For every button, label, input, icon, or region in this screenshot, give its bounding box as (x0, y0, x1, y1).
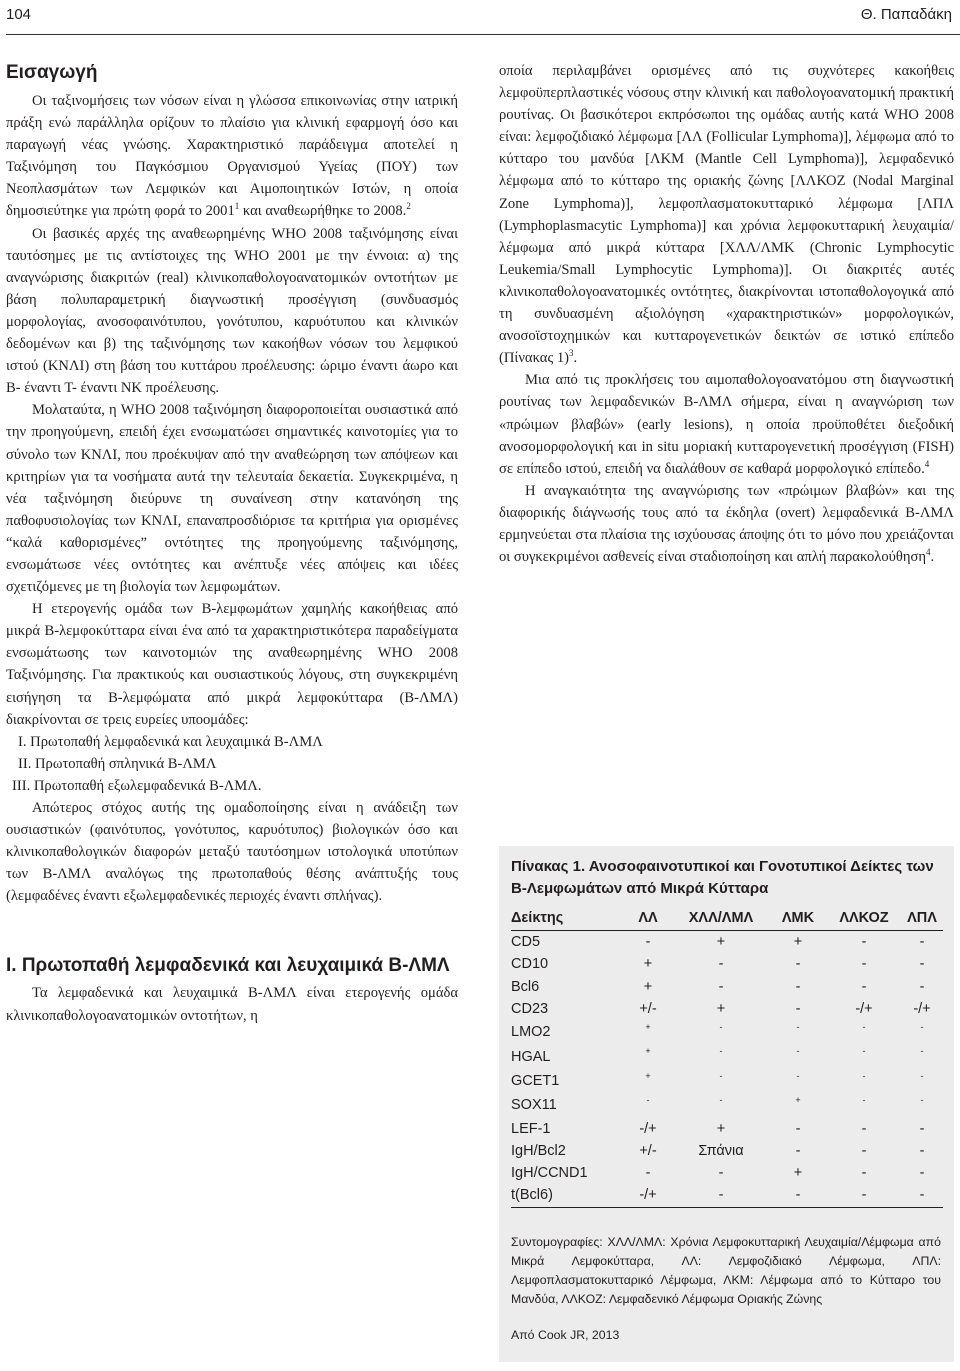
goal-paragraph: Απώτερος στόχος αυτής της ομαδοποίησης είναι η ανάδειξη των ουσιαστικών (φαινότυπος, γονότυπος, καρυότυπος) βιολογικών όσο και κλινικοπαθολογικών διαφορών μεταξύ ταυτόσημων ιστολογικά υποτύπων των Β-ΛΜΛ αναλόγως της πρωτοπαθούς θέσης ανάπτυξής τους (λεμφαδένες έναντι εξωλεμφαδενικές περιοχές έναντι σπλήνας). (6, 800, 458, 905)
section-paragraph: Τα λεμφαδενικά και λευχαιμικά Β-ΛΜΛ είναι ετερογενής ομάδα κλινικοπαθολογοανατομικών οντοτήτων, η (6, 985, 458, 1024)
marker-value-cell: - (719, 1046, 723, 1057)
table-caption-text: Ανοσοφαινοτυπικοί και Γονοτυπικοί Δείκτες των Β-Λεμφωμάτων από Μικρά Κύτταρα (511, 858, 934, 897)
marker-name-cell: CD10 (511, 956, 549, 973)
marker-value-cell: + (795, 1095, 801, 1106)
page-header (0, 0, 960, 40)
page-number: 104 (6, 6, 32, 23)
marker-value-cell: - (795, 956, 801, 973)
marker-name-cell: IgH/CCND1 (511, 1165, 588, 1182)
marker-value-cell: - (920, 1095, 924, 1106)
marker-value-cell: - (861, 1142, 867, 1159)
table-row (511, 931, 943, 954)
table-row (511, 1140, 943, 1162)
marker-value-cell: + (645, 1070, 651, 1081)
column-header: Δείκτης (511, 906, 623, 931)
heterogeneous-group-paragraph: Η ετερογενής ομάδα των Β-λεμφωμάτων χαμηλής κακοήθειας από μικρά Β-λεμφοκύτταρα είναι ένα από τα χαρακτηριστικότερα παραδείγματα ενσωμάτωσης των καινοτομιών της αναθεωρημένης WHO 2008 Ταξινόμησης. Για πρακτικούς και ουσιαστικούς λόγους, στη συγκεκριμένη εισήγηση τα Β-λεμφώματα από μικρά λεμφοκύτταρα (Β-ΛΜΛ) διακρίνονται σε τρεις ευρείες υποομάδες: (6, 601, 458, 728)
table-header-row (511, 906, 943, 931)
marker-value-cell: - (718, 956, 724, 973)
citation-3: 3 (569, 348, 574, 359)
column-header: ΛΛΚΟΖ (827, 906, 901, 931)
marker-value-cell: - (718, 978, 724, 995)
citation-2: 2 (406, 201, 411, 212)
marker-value-cell: - (862, 1046, 866, 1057)
marker-value-cell: Σπάνια (698, 1142, 744, 1159)
marker-value-cell: + (645, 1022, 651, 1033)
marker-value-cell: + (643, 956, 653, 973)
markers-table (511, 906, 943, 1208)
marker-value-cell: - (796, 1070, 800, 1081)
table-row (511, 1069, 943, 1093)
marker-value-cell: - (919, 1120, 925, 1137)
marker-value-cell: - (920, 1070, 924, 1081)
marker-value-cell: - (919, 934, 925, 951)
table-body (511, 931, 943, 1208)
column-header: ΛΜΚ (769, 906, 827, 931)
marker-value-cell: - (919, 978, 925, 995)
table-row (511, 1162, 943, 1184)
marker-value-cell: - (920, 1022, 924, 1033)
subgroup-list-item: III. Πρωτοπαθή εξωλεμφαδενικά Β-ΛΜΛ. (12, 777, 262, 794)
marker-value-cell: -/+ (913, 1001, 931, 1018)
marker-name-cell: HGAL (511, 1048, 551, 1065)
table-caption (511, 856, 941, 900)
marker-value-cell: -/+ (639, 1120, 657, 1137)
marker-value-cell: - (795, 1001, 801, 1018)
marker-value-cell: - (645, 934, 651, 951)
column-header: ΛΛ (623, 906, 673, 931)
marker-value-cell: - (795, 1142, 801, 1159)
marker-value-cell: + (716, 934, 726, 951)
marker-value-cell: - (861, 1120, 867, 1137)
marker-name-cell: t(Bcl6) (511, 1184, 623, 1207)
table-row (511, 1093, 943, 1117)
intro-heading: Εισαγωγή (6, 62, 98, 83)
marker-value-cell: - (645, 1165, 651, 1182)
marker-name-cell: CD5 (511, 934, 541, 951)
marker-name-cell: SOX11 (511, 1097, 557, 1114)
header-rule (6, 34, 960, 35)
table-row (511, 976, 943, 998)
marker-value-cell: - (862, 1070, 866, 1081)
marker-value-cell: - (795, 978, 801, 995)
marker-name-cell: IgH/Bcl2 (511, 1142, 566, 1159)
marker-value-cell: - (919, 956, 925, 973)
marker-value-cell: - (795, 1120, 801, 1137)
marker-value-cell: - (919, 1142, 925, 1159)
marker-value-cell: - (719, 1022, 723, 1033)
marker-value-cell: + (643, 978, 653, 995)
marker-value-cell: - (862, 1022, 866, 1033)
marker-value-cell: -/+ (623, 1184, 673, 1207)
marker-value-cell: - (769, 1184, 827, 1207)
intro-paragraph: Οι ταξινομήσεις των νόσων είναι η γλώσσα επικοινωνίας στην ιατρική πράξη ενώ παράλληλα ορίζουν το πλαίσιο για κλινική εφαρμογή όσο και παραγωγή νέας γνώσης. Χαρακτηριστικό παράδειγμα αποτελεί η Ταξινόμηση του Παγκόσμιου Οργανισμού Υγείας (ΠΟΥ) των Νεοπλασμάτων των Λεμφικών και Αιμοποιητικών Ιστών, η οποία δημοσιεύτηκε για πρώτη φορά το 2001$^1$ και αναθεωρήθηκε το 2008.$^2$ (6, 93, 458, 220)
continued-paragraph: οποία περιλαμβάνει ορισμένες από τις συχνότερες κακοήθεις λεμφοϋπερπλαστικές νόσους στην κλινική και παθολογοανατομική πρακτική ρουτίνας. Οι βασικότεροι εκπρόσωποι της ομάδας αυτής κατά WHO 2008 είναι: λεμφοζιδιακό λέμφωμα [ΛΛ (Follicular Lymphoma)], λέμφωμα από το κύτταρο του μανδύα [ΛΚΜ (Mantle Cell Lymphoma)], λεμφαδενικό λέμφωμα από το κύτταρο της οριακής ζώνης [ΛΛΚΟΖ (Nodal Marginal Zone Lymphoma)], λεμφοπλασματοκυτταρικό λέμφωμα [ΛΠΛ (Lymphoplasmacytic Lymphoma)] και χρόνια λεμφοκυτταρική λευχαιμία/λέμφωμα από μικρά κύτταρα [ΧΛΛ/ΛΜΚ (Chronic Lymphocytic Leukemia/Small Lymphocytic Lymphoma)]. Οι διακριτές αυτές κλινικοπαθολογοανατομικές οντότητες, διακρίνονται ιστοπαθολογογικά από τη συνδυασμένη αξιολόγηση «χαρακτηριστικών» μορφολογικών, ανοσοϊστοχημικών και κυτταρογενετικών δεικτών σε ιστικό επίπεδο (Πίνακας 1)$^3$. (499, 63, 954, 367)
marker-value-cell: +/- (639, 1001, 657, 1018)
table-row (511, 1117, 943, 1139)
citation-4: 4 (924, 458, 930, 469)
table-footnote: Συντομογραφίες: ΧΛΛ/ΛΜΛ: Χρόνια Λεμφοκυτταρική Λευχαιμία/Λέμφωμα από Μικρά Λεμφοκύτταρα, ΛΛ: Λεμφοζιδιακό Λέμφωμα, ΛΠΛ: Λεμφοπλασματοκυτταρικό Λέμφωμα, ΛΚΜ: Λέμφωμα από το Κύτταρο του Μανδύα, ΛΛΚΟΖ: Λεμφαδενικό Λέμφωμα Οριακής Ζώνης (511, 1235, 941, 1306)
principles-paragraph: Οι βασικές αρχές της αναθεωρημένης WHO 2008 ταξινόμησης είναι ταυτόσημες με τις αντίστοιχες της WHO 2001 με την έννοια: α) της αναγνώρισης διακριτών (real) κλινικοπαθολογοανατομικών οντοτήτων με βάση πολυπαραμετρική διαγνωστική προσέγγιση (συνδυασμός μορφολογίας, ανοσοφαινότυπου, γονότυπου, καρυότυπου και κλινικών δεδομένων και β) της ταξινόμησης των κακοήθων νόσων του λεμφικού ιστού (ΚΝΛΙ) στη βάση του κυττάρου προέλευσης: ώριμο έναντι άωρο και Β- έναντι Τ- έναντι ΝΚ προέλευσης. (6, 225, 458, 397)
marker-value-cell: - (719, 1070, 723, 1081)
table-label: Πίνακας 1. (511, 858, 586, 875)
left-column (6, 60, 458, 1027)
table-row (511, 1184, 943, 1207)
table-row (511, 953, 943, 975)
marker-value-cell: - (861, 956, 867, 973)
marker-value-cell: + (793, 934, 803, 951)
marker-value-cell: - (901, 1184, 943, 1207)
marker-name-cell: Bcl6 (511, 978, 540, 995)
running-title: Θ. Παπαδάκη (860, 6, 952, 23)
marker-value-cell: - (919, 1165, 925, 1182)
marker-value-cell: - (861, 934, 867, 951)
marker-value-cell: - (718, 1165, 724, 1182)
marker-value-cell: - (861, 1165, 867, 1182)
right-column (499, 60, 954, 568)
marker-value-cell: - (796, 1022, 800, 1033)
marker-value-cell: - (827, 1184, 901, 1207)
marker-value-cell: + (716, 1001, 726, 1018)
citation-1: 1 (234, 201, 240, 212)
column-header: ΛΠΛ (901, 906, 943, 931)
table-row (511, 1044, 943, 1068)
marker-value-cell: - (719, 1095, 723, 1106)
marker-value-cell: + (645, 1046, 651, 1057)
marker-value-cell: + (716, 1120, 726, 1137)
marker-value-cell: - (862, 1095, 866, 1106)
marker-value-cell: - (673, 1184, 769, 1207)
subgroup-list-item: I. Πρωτοπαθή λεμφαδενικά και λευχαιμικά Β-ΛΜΛ (18, 733, 323, 750)
marker-name-cell: GCET1 (511, 1072, 560, 1089)
marker-value-cell: -/+ (855, 1001, 873, 1018)
marker-value-cell: + (793, 1165, 803, 1182)
marker-value-cell: - (796, 1046, 800, 1057)
table-row (511, 998, 943, 1020)
subgroup-list-item: II. Πρωτοπαθή σπληνικά Β-ΛΜΛ (18, 755, 217, 772)
citation-4b: 4 (926, 547, 931, 558)
marker-name-cell: CD23 (511, 1001, 549, 1018)
marker-value-cell: - (861, 978, 867, 995)
marker-name-cell: LEF-1 (511, 1120, 551, 1137)
early-lesions-paragraph: Μια από τις προκλήσεις του αιμοπαθολογοανατόμου στη διαγνωστική ρουτίνας των λεμφαδενικών Β-ΛΜΛ σήμερα, είναι η αναγνώριση των «πρώιμων βλαβών» (early lesions), η οποία προϋποθέτει διεξοδική ανοσομορφολογική και in situ μοριακή κυτταρογενετική προσέγγιση (FISH) σε επίπεδο ιστού, επειδή να διαλάθουν σε καθαρά μορφολογικό επίπεδο.$^4$ (499, 372, 954, 477)
section-heading: I. Πρωτοπαθή λεμφαδενικά και λευχαιμικά Β-ΛΜΛ (6, 955, 450, 977)
marker-value-cell: - (920, 1046, 924, 1057)
marker-name-cell: LMO2 (511, 1024, 551, 1041)
table-1-box (499, 846, 954, 1362)
differences-paragraph: Μολαταύτα, η WHO 2008 ταξινόμηση διαφοροποιείται ουσιαστικά από την προηγούμενη, επειδή έχει ενσωματώσει σημαντικές καινοτομίες για το σύνολο των ΚΝΛΙ, που προέκυψαν από την αναθεώρηση των απόψεων και κριτηρίων για τα νοσήματα αυτά την τελευταία δεκαετία. Συγκεκριμένα, η νέα ταξινόμηση διεύρυνε τη συναίνεση στην κατανόηση της παθοφυσιολογίας των ΚΝΛΙ, επαναπροσδιόρισε τα κριτήρια για ορισμένες “καλά καθορισμένες” οντότητες της προηγούμενης ταξινόμησης, ενσωμάτωσε νέες οντότητες και ανέπτυξε νέες απόψεις και ιδέες σχετιζόμενες με τη βιολογία των λεμφωμάτων. (6, 402, 458, 596)
column-header: ΧΛΛ/ΛΜΛ (673, 906, 769, 931)
necessity-paragraph: Η αναγκαιότητα της αναγνώρισης των «πρώιμων βλαβών» και της διαφορικής διάγνωσής τους από τα έκδηλα (overt) λεμφαδενικά Β-ΛΜΛ ερμηνεύεται στα πλαίσια της ισχύουσας άποψης ότι το μόνο που χρειάζονται οι συγκεκριμένοι ασθενείς είναι σταδιοποίηση και απλή παρακολούθηση$^4$. (499, 482, 954, 566)
marker-value-cell: - (646, 1095, 650, 1106)
marker-value-cell: +/- (639, 1142, 657, 1159)
table-row (511, 1020, 943, 1044)
table-source: Από Cook JR, 2013 (511, 1328, 620, 1342)
